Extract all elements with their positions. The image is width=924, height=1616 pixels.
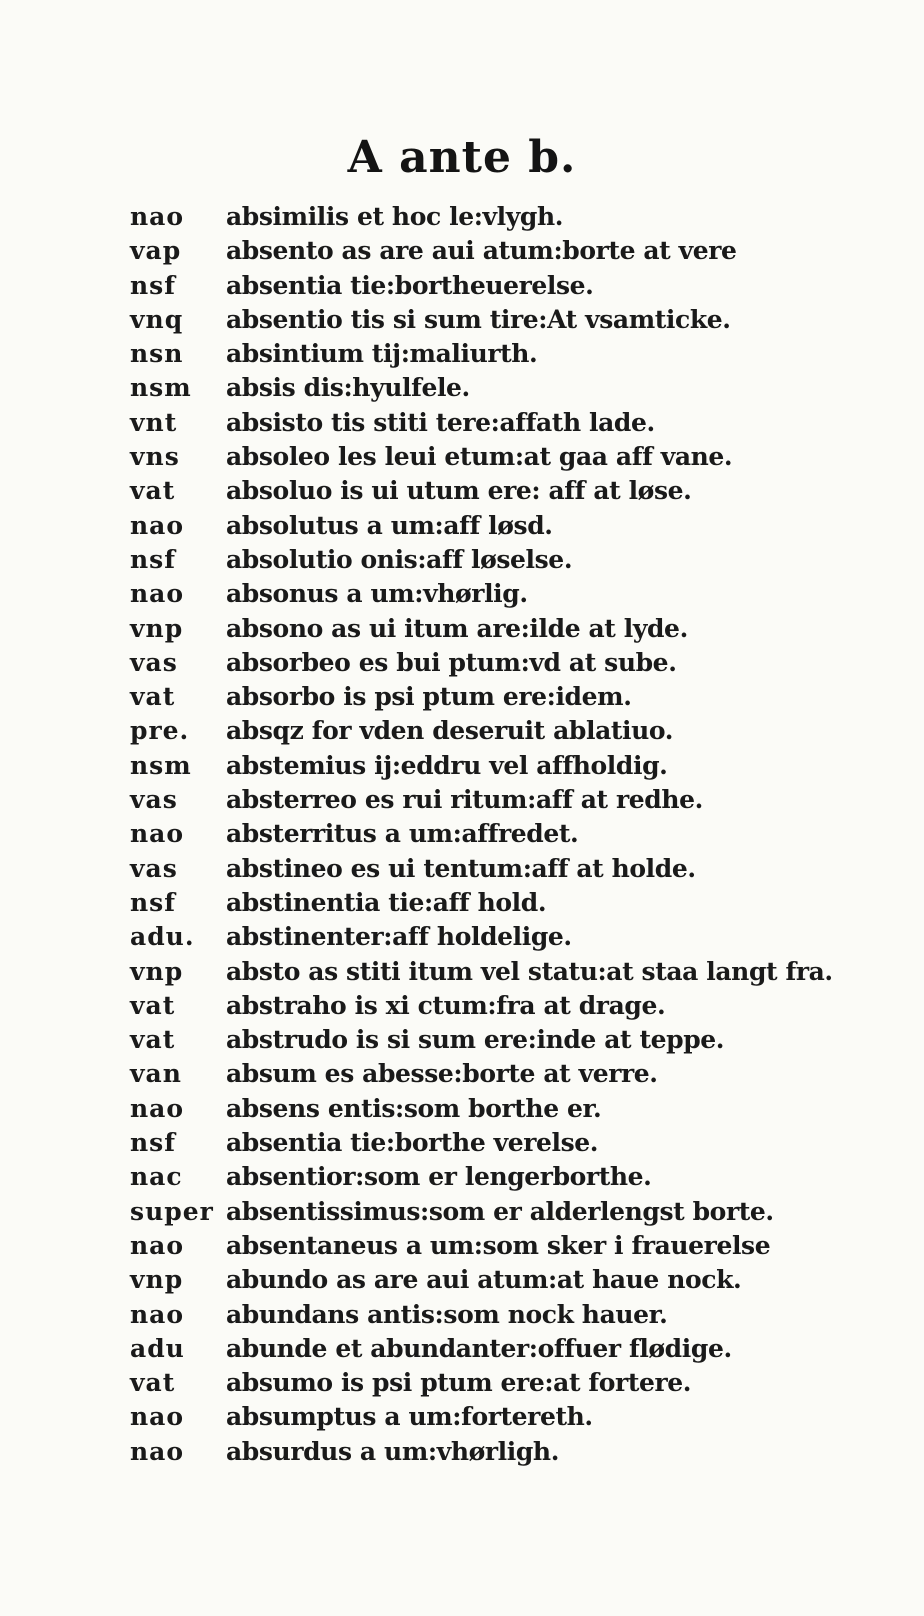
entry-definition: abstemius ij:eddru vel affholdig. (226, 750, 668, 780)
entry-grammar-code: adu. (130, 922, 195, 952)
entry-grammar-code: vat (130, 476, 176, 506)
entry-definition: absum es abesse:borte at verre. (226, 1059, 658, 1089)
entry-definition: absentaneus a um:som sker i frauerelse (226, 1230, 771, 1260)
dictionary-entry (130, 1231, 890, 1265)
dictionary-entry (130, 579, 890, 613)
dictionary-entry (130, 511, 890, 545)
entry-grammar-code: vnq (130, 304, 184, 334)
entry-definition: abstinentia tie:aff hold. (226, 887, 547, 917)
entry-definition: absolutus a um:aff løsd. (226, 510, 553, 540)
dictionary-entry (130, 408, 890, 442)
entry-definition: absterreo es rui ritum:aff at redhe. (226, 785, 703, 815)
entry-definition: absumptus a um:fortereth. (226, 1402, 593, 1432)
entry-grammar-code: nsn (130, 339, 184, 369)
entry-definition: abstineo es ui tentum:aff at holde. (226, 853, 696, 883)
entry-grammar-code: nao (130, 202, 185, 231)
entry-definition: absintium tij:maliurth. (226, 339, 538, 369)
dictionary-entry (130, 236, 890, 270)
dictionary-entry (130, 305, 890, 339)
entry-definition: absterritus a um:affredet. (226, 819, 579, 849)
entry-grammar-code: nao (130, 1093, 185, 1123)
dictionary-entry (130, 854, 890, 888)
entry-definition: absqz for vden deseruit ablatiuo. (226, 716, 674, 746)
entry-grammar-code: nac (130, 1162, 183, 1192)
entry-grammar-code: nao (130, 819, 185, 849)
entry-grammar-code: nsf (130, 544, 177, 574)
entry-definition: abstrudo is si sum ere:inde at teppe. (226, 1025, 725, 1055)
entry-definition: abstraho is xi ctum:fra at drage. (226, 990, 666, 1020)
entry-definition: absentissimus:som er alderlengst borte. (226, 1196, 774, 1226)
dictionary-entry (130, 682, 890, 716)
dictionary-entry (130, 991, 890, 1025)
dictionary-entry (130, 1162, 890, 1196)
entry-definition: abundo as are aui atum:at haue nock. (226, 1265, 742, 1295)
entry-definition: absonus a um:vhørlig. (226, 579, 528, 609)
dictionary-entry (130, 476, 890, 510)
entry-grammar-code: vap (130, 236, 182, 266)
entry-definition: absens entis:som borthe er. (226, 1093, 602, 1123)
dictionary-entry (130, 373, 890, 407)
dictionary-entry (130, 1402, 890, 1436)
entry-definition: abstinenter:aff holdelige. (226, 922, 572, 952)
entry-grammar-code: nao (130, 1299, 185, 1329)
entry-grammar-code: vat (130, 1025, 176, 1055)
dictionary-entry (130, 1025, 890, 1059)
entry-definition: absorbeo es bui ptum:vd at sube. (226, 647, 677, 677)
dictionary-entry (130, 922, 890, 956)
entry-definition: absoleo les leui etum:at gaa aff vane. (226, 442, 733, 472)
dictionary-entry (130, 1334, 890, 1368)
dictionary-entry (130, 442, 890, 476)
entry-grammar-code: nao (130, 579, 185, 609)
entry-grammar-code: vnp (130, 956, 184, 986)
dictionary-entry (130, 819, 890, 853)
dictionary-entry (130, 648, 890, 682)
entry-grammar-code: vas (130, 785, 178, 815)
entry-grammar-code: vnt (130, 407, 178, 437)
dictionary-entry (130, 202, 890, 236)
entry-grammar-code: nao (130, 1402, 185, 1432)
dictionary-entry (130, 1300, 890, 1334)
entry-definition: abunde et abundanter:offuer flødige. (226, 1333, 732, 1363)
entry-definition: absis dis:hyulfele. (226, 373, 470, 403)
entry-grammar-code: vnp (130, 1265, 184, 1295)
entry-definition: absentio tis si sum tire:At vsamticke. (226, 304, 731, 334)
dictionary-entry (130, 1265, 890, 1299)
dictionary-entry (130, 716, 890, 750)
entry-grammar-code: van (130, 1059, 182, 1089)
dictionary-entry (130, 957, 890, 991)
entry-definition: absentior:som er lengerborthe. (226, 1162, 652, 1192)
dictionary-entry (130, 271, 890, 305)
entry-grammar-code: nsm (130, 750, 192, 780)
entry-grammar-code: adu (130, 1333, 185, 1363)
entry-grammar-code: nsf (130, 270, 177, 300)
entry-definition: absorbo is psi ptum ere:idem. (226, 682, 632, 712)
dictionary-entry (130, 1094, 890, 1128)
entry-grammar-code: nsf (130, 887, 177, 917)
entry-grammar-code: nsm (130, 373, 192, 403)
dictionary-entry (130, 1128, 890, 1162)
dictionary-entry (130, 1368, 890, 1402)
entry-grammar-code: nao (130, 510, 185, 540)
entry-definition: absimilis et hoc le:vlygh. (226, 202, 564, 231)
entry-definition: abundans antis:som nock hauer. (226, 1299, 668, 1329)
entry-grammar-code: nao (130, 1436, 185, 1466)
entry-definition: absolutio onis:aff løselse. (226, 544, 573, 574)
entry-grammar-code: vns (130, 442, 180, 472)
entry-definition: absumo is psi ptum ere:at fortere. (226, 1368, 692, 1398)
dictionary-entry (130, 545, 890, 579)
entry-grammar-code: nsf (130, 1128, 177, 1158)
dictionary-entries (130, 202, 890, 1471)
dictionary-entry (130, 785, 890, 819)
entry-definition: absentia tie:bortheuerelse. (226, 270, 594, 300)
entry-grammar-code: pre. (130, 716, 190, 746)
entry-definition: absoluo is ui utum ere: aff at løse. (226, 476, 692, 506)
entry-grammar-code: super (130, 1196, 214, 1226)
dictionary-entry (130, 1059, 890, 1093)
entry-definition: absto as stiti itum vel statu:at staa langt fra. (226, 956, 833, 986)
entry-definition: absento as are aui atum:borte at vere (226, 236, 737, 266)
entry-grammar-code: vas (130, 853, 178, 883)
entry-definition: absono as ui itum are:ilde at lyde. (226, 613, 688, 643)
entry-definition: absurdus a um:vhørligh. (226, 1436, 559, 1466)
dictionary-entry (130, 1197, 890, 1231)
entry-grammar-code: vas (130, 647, 178, 677)
entry-grammar-code: vat (130, 1368, 176, 1398)
entry-grammar-code: vat (130, 990, 176, 1020)
entry-grammar-code: nao (130, 1230, 185, 1260)
entry-grammar-code: vnp (130, 613, 184, 643)
page-header: A ante b. (347, 132, 577, 183)
entry-definition: absisto tis stiti tere:affath lade. (226, 407, 655, 437)
dictionary-entry (130, 888, 890, 922)
entry-definition: absentia tie:borthe verelse. (226, 1128, 599, 1158)
dictionary-entry (130, 614, 890, 648)
dictionary-entry (130, 1437, 890, 1471)
entry-grammar-code: vat (130, 682, 176, 712)
dictionary-entry (130, 751, 890, 785)
dictionary-entry (130, 339, 890, 373)
